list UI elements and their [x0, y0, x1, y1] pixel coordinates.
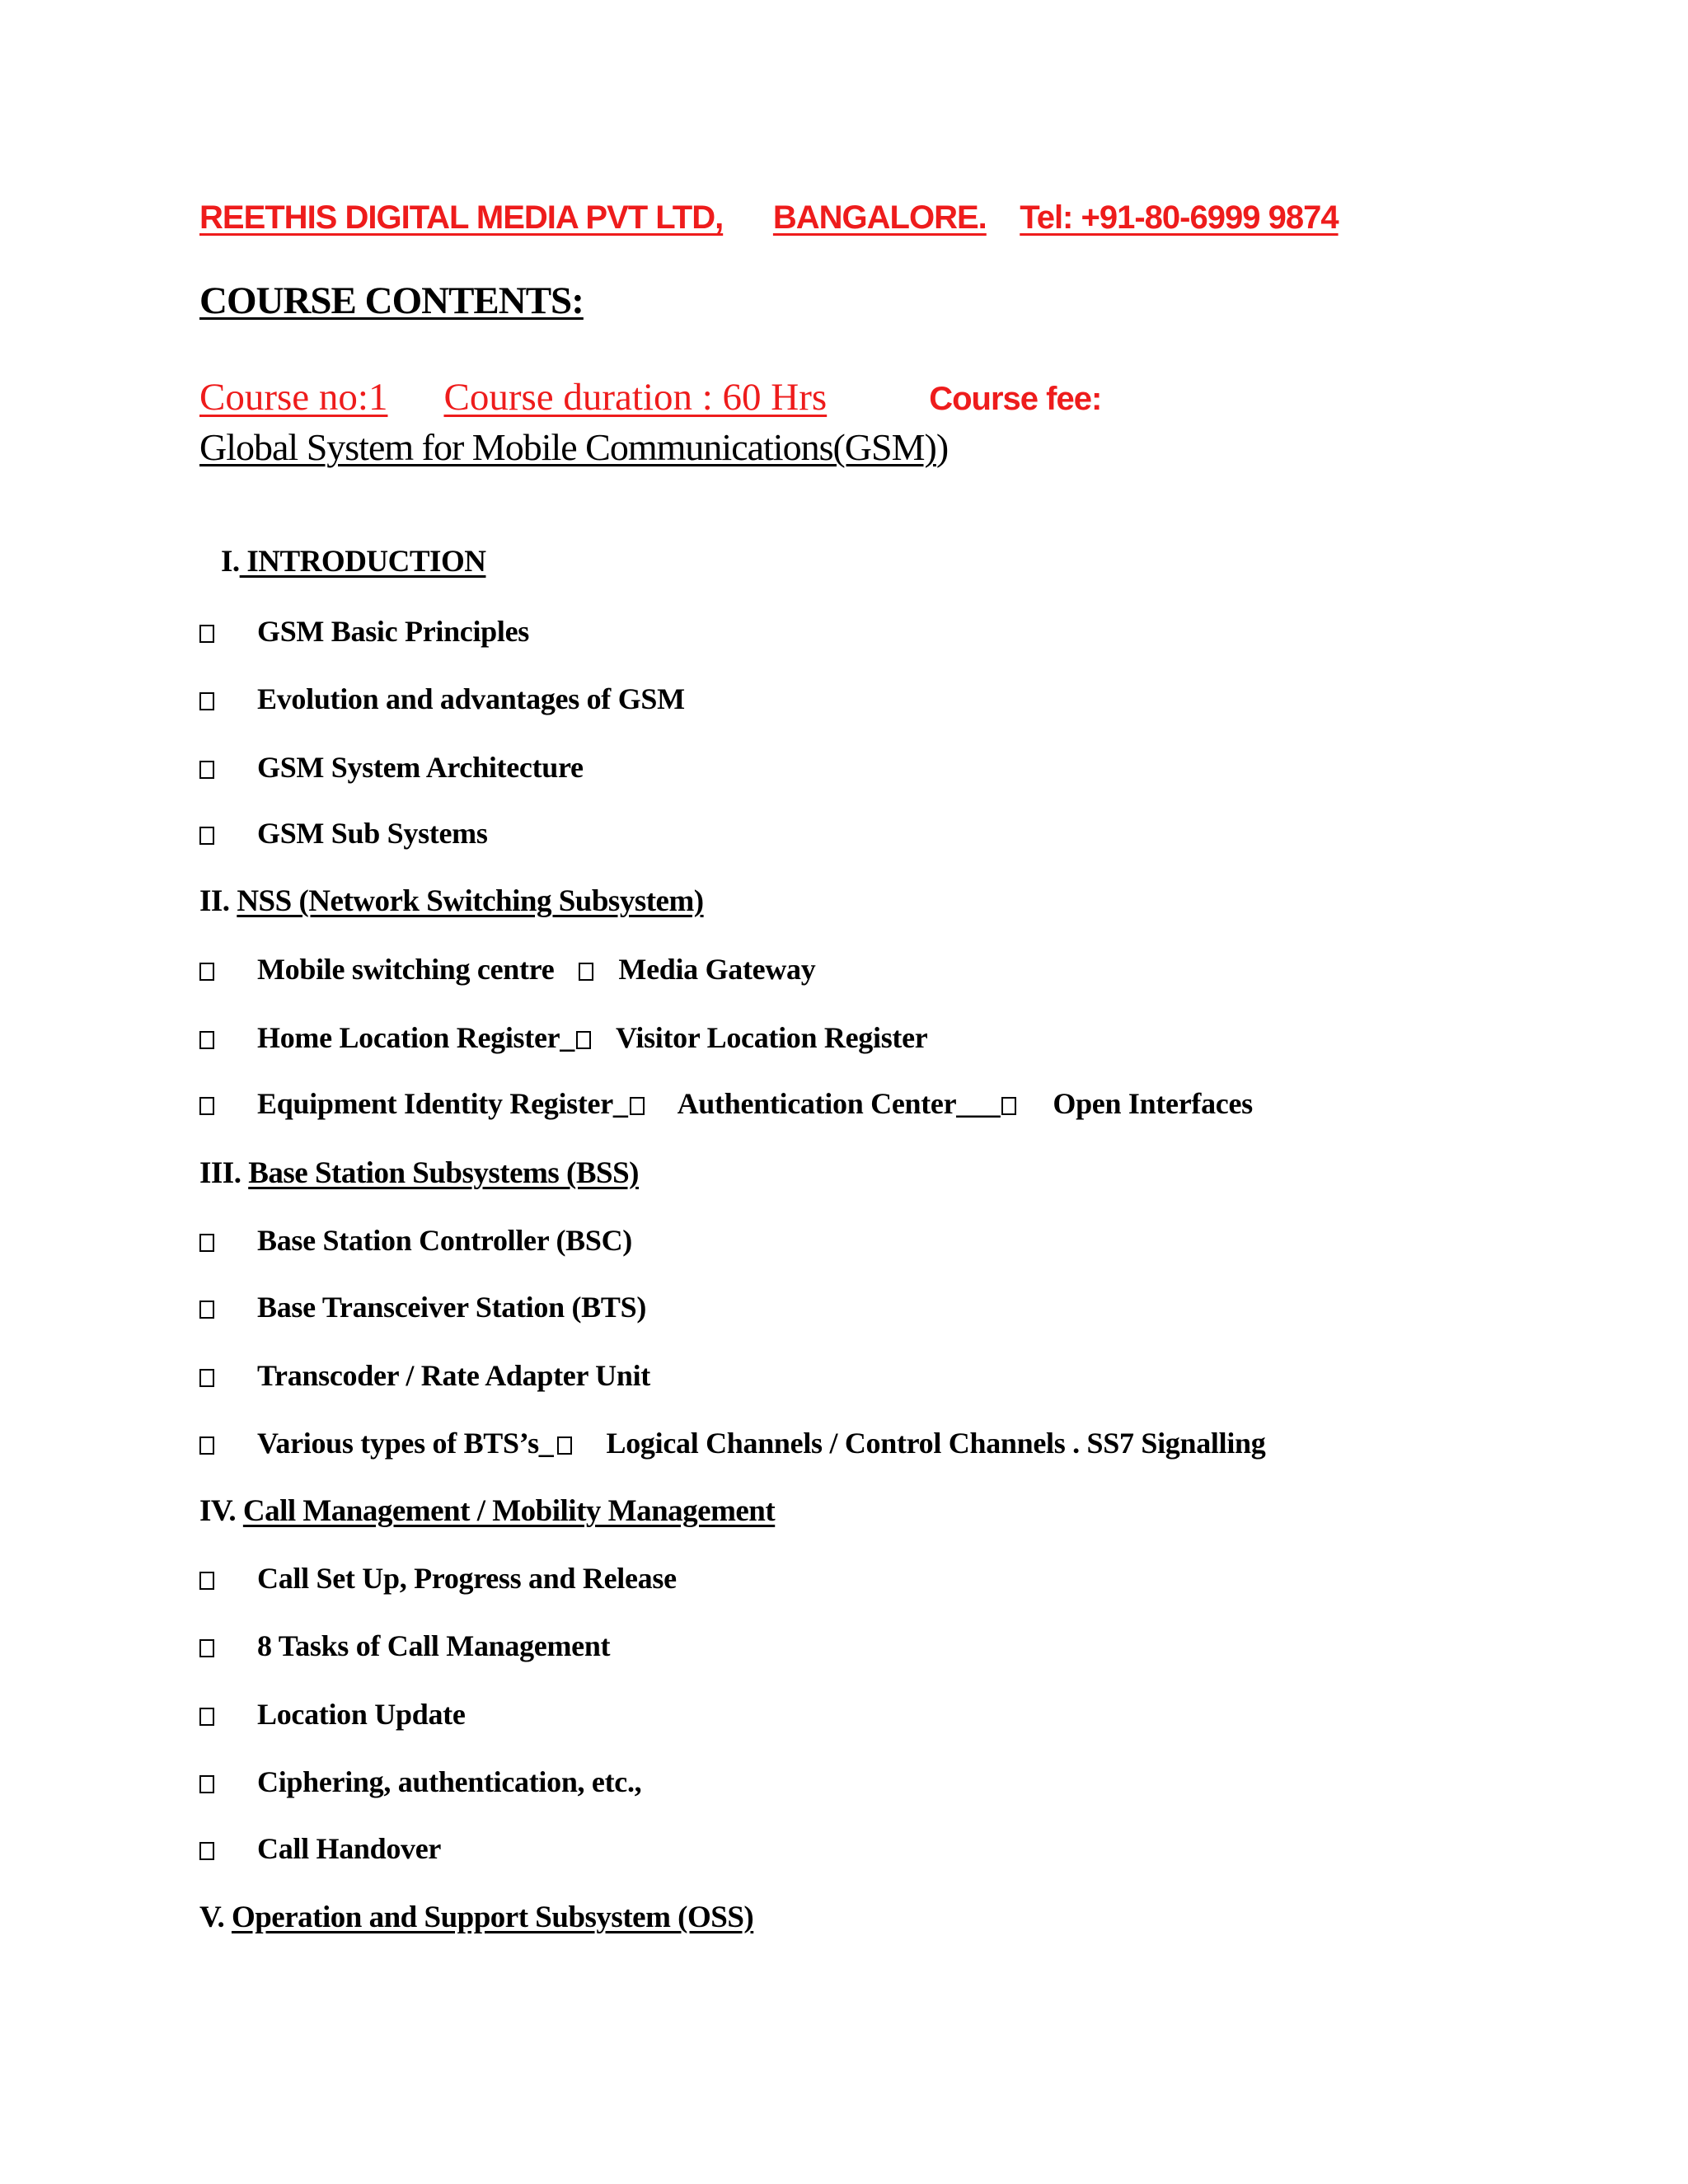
course-info-line [199, 375, 1101, 419]
item-text: GSM Sub Systems [257, 817, 488, 850]
item-text: Equipment Identity Register_ [257, 1087, 628, 1120]
section-number: V. [199, 1900, 232, 1934]
bullet-box-icon [199, 1572, 214, 1590]
bullet-box-icon [199, 692, 214, 710]
item-text: Base Transceiver Station (BTS) [257, 1291, 647, 1324]
list-item [199, 1561, 677, 1596]
bullet-box-icon [199, 1369, 214, 1387]
section-title: Base Station Subsystems (BSS) [248, 1156, 640, 1190]
item-text: Mobile switching centre [257, 953, 555, 986]
item-text: GSM Basic Principles [257, 615, 529, 648]
bullet-box-icon [199, 1234, 214, 1252]
item-text: Logical Channels / Control Channels . SS7 Signalling [606, 1427, 1266, 1460]
course-title-close: ) [935, 426, 949, 468]
course-number: Course no:1 [199, 376, 388, 419]
bullet-box-icon [199, 1031, 214, 1049]
list-item [199, 1223, 632, 1258]
bullet-box-icon [630, 1097, 645, 1115]
bullet-box-icon [199, 1436, 214, 1455]
list-item [199, 816, 488, 851]
list-item [199, 1697, 466, 1732]
list-item [199, 1020, 927, 1055]
section-nss [199, 883, 704, 919]
bullet-box-icon [199, 761, 214, 779]
section-title: INTRODUCTION [239, 545, 486, 579]
list-item [199, 1765, 641, 1799]
section-title: Operation and Support Subsystem (OSS) [231, 1900, 754, 1934]
item-text: Location Update [257, 1698, 466, 1731]
section-title: Call Management / Mobility Management [242, 1494, 776, 1528]
bullet-box-icon [1001, 1097, 1016, 1115]
course-title-text: Global System for Mobile Communications(GSM) [199, 426, 936, 468]
list-item [199, 614, 529, 649]
bullet-box-icon [199, 1301, 214, 1319]
section-introduction [221, 544, 485, 579]
item-text: Various types of BTS’s_ [257, 1427, 554, 1460]
bullet-box-icon [199, 827, 214, 845]
bullet-box-icon [576, 1031, 591, 1049]
list-item [199, 1290, 646, 1324]
company-header [199, 199, 1339, 237]
item-text: Evolution and advantages of GSM [257, 682, 685, 715]
item-text: Transcoder / Rate Adapter Unit [257, 1359, 650, 1392]
item-text: Open Interfaces [1053, 1087, 1253, 1120]
section-number: I. [221, 545, 240, 579]
list-item [199, 1426, 1265, 1460]
list-item [199, 1358, 650, 1393]
course-contents-heading: COURSE CONTENTS: [199, 279, 584, 322]
item-text: Media Gateway [618, 953, 816, 986]
list-item [199, 750, 584, 785]
item-text: Authentication Center___ [677, 1087, 1001, 1120]
bullet-box-icon [199, 1639, 214, 1657]
company-name: REETHIS DIGITAL MEDIA PVT LTD, [199, 199, 724, 236]
section-number: II. [199, 884, 237, 918]
list-item [199, 1831, 441, 1866]
bullet-box-icon [199, 625, 214, 643]
item-text: 8 Tasks of Call Management [257, 1629, 611, 1662]
section-title: NSS (Network Switching Subsystem) [237, 884, 704, 918]
section-number: III. [199, 1156, 249, 1190]
item-text: Base Station Controller (BSC) [257, 1224, 632, 1257]
bullet-box-icon [199, 1775, 214, 1793]
item-text: GSM System Architecture [257, 751, 584, 784]
bullet-box-icon [579, 963, 593, 981]
course-title [199, 425, 948, 469]
company-city: BANGALORE. [772, 199, 987, 236]
company-phone: Tel: +91-80-6999 9874 [1020, 199, 1339, 236]
section-call-management [199, 1493, 775, 1529]
item-text: Ciphering, authentication, etc., [257, 1765, 642, 1798]
section-number: IV. [199, 1494, 243, 1528]
section-oss [199, 1900, 753, 1935]
list-item [199, 1629, 610, 1663]
item-text: Home Location Register_ [257, 1021, 575, 1054]
list-item [199, 1086, 1253, 1121]
item-text: Call Handover [257, 1832, 442, 1865]
section-bss [199, 1155, 639, 1191]
bullet-box-icon [557, 1436, 572, 1455]
item-text: Visitor Location Register [616, 1021, 928, 1054]
list-item [199, 682, 685, 716]
list-item [199, 952, 815, 987]
bullet-box-icon [199, 963, 214, 981]
bullet-box-icon [199, 1842, 214, 1860]
item-text: Call Set Up, Progress and Release [257, 1562, 677, 1595]
course-duration: Course duration : 60 Hrs [443, 376, 828, 419]
course-fee: Course fee: [929, 381, 1102, 417]
bullet-box-icon [199, 1097, 214, 1115]
bullet-box-icon [199, 1708, 214, 1726]
